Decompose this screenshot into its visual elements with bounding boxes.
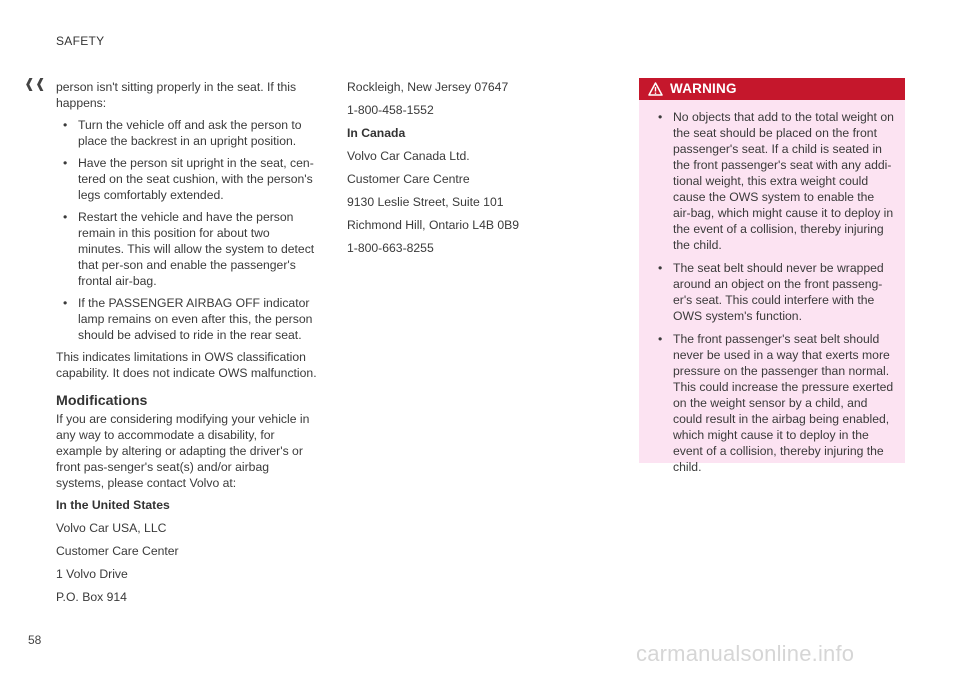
- warning-item: • The seat belt should never be wrapped around an object on the front passeng-er's seat. This could interfere with the OWS system's function.: [651, 260, 894, 324]
- list-item: • Turn the vehicle off and ask the person to place the backrest in an upright position.: [56, 117, 318, 149]
- previous-page-marker[interactable]: ❰❰: [24, 76, 46, 91]
- warning-triangle-icon: [648, 82, 663, 96]
- page-number: 58: [28, 633, 42, 647]
- modifications-text: If you are considering modifying your vehicle in any way to accommodate a disability, for example by altering or adapting the driver's or front pas-senger's seat(s) and/or airbag systems, please contact Volvo at:: [56, 412, 310, 490]
- address-line: Richmond Hill, Ontario L4B 0B9: [347, 218, 520, 232]
- canada-address: [347, 148, 609, 256]
- warning-body: [639, 100, 905, 475]
- us-heading: In the United States: [56, 498, 170, 512]
- warning-box: [639, 78, 905, 474]
- address-line: Volvo Car USA, LLC: [56, 521, 167, 535]
- phone-number: 1-800-663-8255: [347, 241, 434, 255]
- address-line: Customer Care Center: [56, 544, 179, 558]
- address-line: P.O. Box 914: [56, 590, 127, 604]
- us-address: [56, 520, 318, 605]
- warning-title: WARNING: [670, 81, 737, 96]
- list-item: • If the PASSENGER AIRBAG OFF indicator lamp remains on even after this, the person should be advised to ride in the rear seat.: [56, 295, 318, 343]
- phone-number: 1-800-458-1552: [347, 103, 434, 117]
- canada-heading: In Canada: [347, 126, 406, 140]
- address-line: 9130 Leslie Street, Suite 101: [347, 195, 504, 209]
- intro-text: person isn't sitting properly in the seat. If this happens:: [56, 80, 297, 110]
- column-left: [56, 79, 318, 612]
- modifications-heading: Modifications: [56, 393, 148, 409]
- watermark: carmanualsonline.info: [636, 641, 855, 666]
- list-item: • Restart the vehicle and have the person remain in this position for about two minutes. This will allow the system to detect that per-son and enable the passenger's frontal air-bag.: [56, 209, 318, 289]
- column-middle: [347, 79, 609, 263]
- warning-header: [639, 78, 905, 100]
- section-title: SAFETY: [56, 34, 105, 48]
- address-line: Volvo Car Canada Ltd.: [347, 149, 470, 163]
- address-line: Customer Care Centre: [347, 172, 470, 186]
- us-address-continued: [347, 79, 609, 118]
- address-line: Rockleigh, New Jersey 07647: [347, 80, 509, 94]
- address-line: 1 Volvo Drive: [56, 567, 128, 581]
- limitations-note: This indicates limitations in OWS classification capability. It does not indicate OWS malfunction.: [56, 350, 317, 380]
- list-item: • Have the person sit upright in the seat, cen-tered on the seat cushion, with the person's legs comfortably extended.: [56, 155, 318, 203]
- warning-item: • The front passenger's seat belt should never be used in a way that exerts more pressure on the passenger than normal. This could increase the pressure exerted on the weight sensor by a child, and could result in the airbag being enabled, which might cause it to deploy in the event of a collision, thereby injuring the child.: [651, 331, 894, 475]
- warning-item: • No objects that add to the total weight on the seat should be placed on the front passenger's seat. If a child is seated in the front passenger's seat with any addi-tional weight, this extra weight could cause the OWS system to enable the air-bag, which might cause it to deploy in the event of a collision, thereby injuring the child.: [651, 109, 894, 253]
